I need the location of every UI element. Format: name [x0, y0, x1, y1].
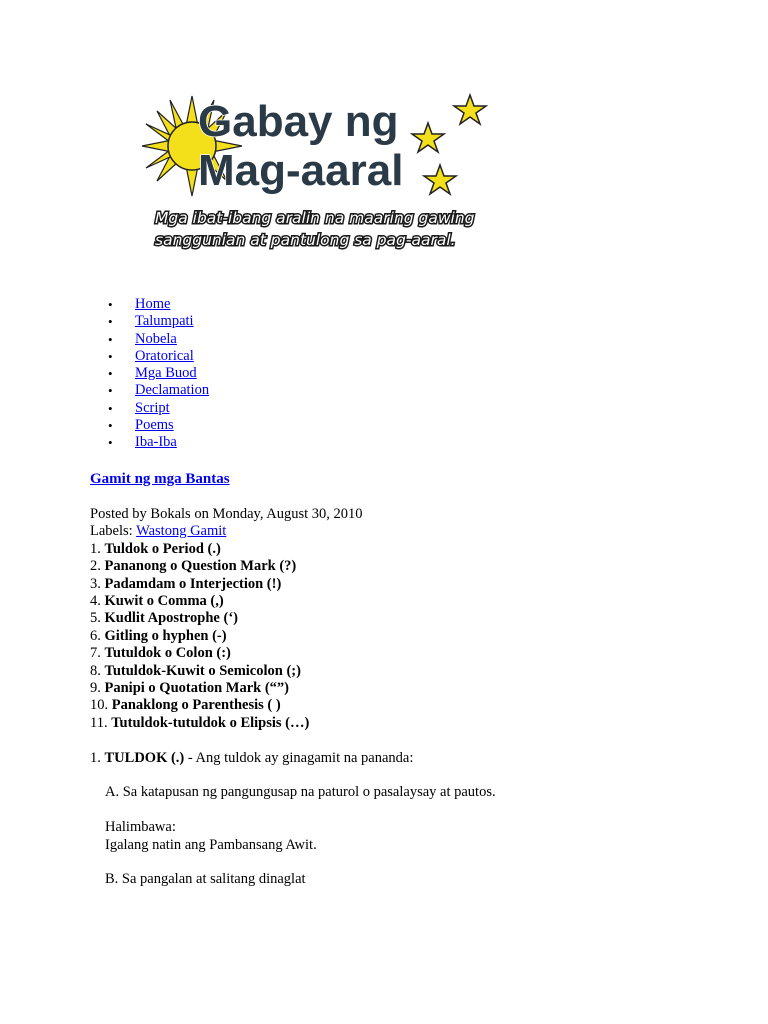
logo-tagline-line2: sanggunian at pantulong sa pag-aaral.: [155, 231, 456, 249]
logo-tagline-line1: Mga ibat-ibang aralin na maaring gawing: [155, 209, 475, 227]
nav-link-talumpati[interactable]: Talumpati: [135, 313, 194, 330]
nav-item-declamation: [135, 382, 209, 399]
list-text: Panipi o Quotation Mark (“”): [104, 680, 289, 697]
list-item: [90, 576, 730, 593]
nav-item-home: [135, 296, 209, 313]
list-item: [90, 697, 730, 714]
label-link[interactable]: Wastong Gamit: [136, 523, 227, 540]
rule-a: A. Sa katapusan ng pangungusap na paturol o pasalaysay at pautos.: [105, 784, 496, 801]
star-icon: [424, 165, 456, 194]
nav-item-mga-buod: [135, 365, 209, 382]
example-text: Igalang natin ang Pambansang Awit.: [105, 836, 317, 853]
logo-title-line1: Gabay ng: [198, 97, 399, 146]
list-text: Kudlit Apostrophe (‘): [104, 610, 238, 627]
nav-item-talumpati: [135, 313, 209, 330]
section-number: 1.: [90, 749, 101, 766]
list-number: 1.: [90, 540, 101, 557]
list-number: 3.: [90, 575, 101, 592]
section-heading: [90, 750, 730, 767]
list-number: 11.: [90, 714, 108, 731]
list-text: Tutuldok o Colon (:): [104, 645, 231, 662]
star-icon: [454, 95, 486, 124]
nav-link-mga-buod[interactable]: Mga Buod: [135, 365, 197, 382]
post-labels: [90, 523, 730, 540]
list-number: 9.: [90, 680, 101, 697]
list-number: 6.: [90, 627, 101, 644]
nav-item-poems: [135, 417, 209, 434]
section-title: TULDOK (.): [104, 749, 185, 766]
post-title: [90, 470, 230, 488]
logo-graphic: [130, 78, 500, 258]
nav-link-nobela[interactable]: Nobela: [135, 330, 177, 347]
nav-menu: [90, 296, 209, 452]
nav-link-script[interactable]: Script: [135, 399, 170, 416]
list-text: Tutuldok-tutuldok o Elipsis (…): [111, 714, 310, 731]
star-icon: [412, 123, 444, 152]
list-number: 5.: [90, 610, 101, 627]
list-number: 8.: [90, 662, 101, 679]
post-body: [90, 506, 730, 889]
list-item: [90, 715, 730, 732]
list-item: [90, 680, 730, 697]
punctuation-list: [90, 541, 730, 732]
post-byline: Posted by Bokals on Monday, August 30, 2010: [90, 506, 363, 522]
list-text: Pananong o Question Mark (?): [104, 558, 297, 575]
nav-link-poems[interactable]: Poems: [135, 417, 174, 434]
nav-link-oratorical[interactable]: Oratorical: [135, 347, 194, 364]
list-text: Gitling o hyphen (-): [104, 627, 227, 644]
list-number: 7.: [90, 645, 101, 662]
list-number: 2.: [90, 558, 101, 575]
list-number: 10.: [90, 697, 109, 714]
nav-link-iba-iba[interactable]: Iba-Iba: [135, 434, 177, 451]
logo-title-line2: Mag-aaral: [198, 146, 404, 195]
rule-b: B. Sa pangalan at salitang dinaglat: [105, 871, 306, 888]
list-item: [90, 628, 730, 645]
site-logo[interactable]: [130, 78, 500, 258]
list-item: [90, 593, 730, 610]
nav-link-home[interactable]: Home: [135, 296, 171, 312]
list-text: Tuldok o Period (.): [104, 540, 221, 557]
list-item: [90, 558, 730, 575]
list-item: [90, 645, 730, 662]
list-text: Padamdam o Interjection (!): [104, 575, 282, 592]
nav-item-iba-iba: [135, 434, 209, 451]
example-label: Halimbawa:: [105, 819, 176, 836]
nav-item-oratorical: [135, 348, 209, 365]
list-text: Tutuldok-Kuwit o Semicolon (;): [104, 662, 301, 679]
list-item: [90, 541, 730, 558]
nav-item-script: [135, 400, 209, 417]
list-text: Panaklong o Parenthesis ( ): [111, 697, 281, 714]
list-text: Kuwit o Comma (,): [104, 593, 224, 610]
section-description: - Ang tuldok ay ginagamit na pananda:: [184, 749, 414, 766]
nav-link-declamation[interactable]: Declamation: [135, 382, 210, 399]
list-number: 4.: [90, 593, 101, 610]
list-item: [90, 610, 730, 627]
nav-item-nobela: [135, 331, 209, 348]
post-title-link[interactable]: Gamit ng mga Bantas: [90, 471, 230, 487]
list-item: [90, 663, 730, 680]
labels-prefix: Labels:: [90, 523, 133, 540]
